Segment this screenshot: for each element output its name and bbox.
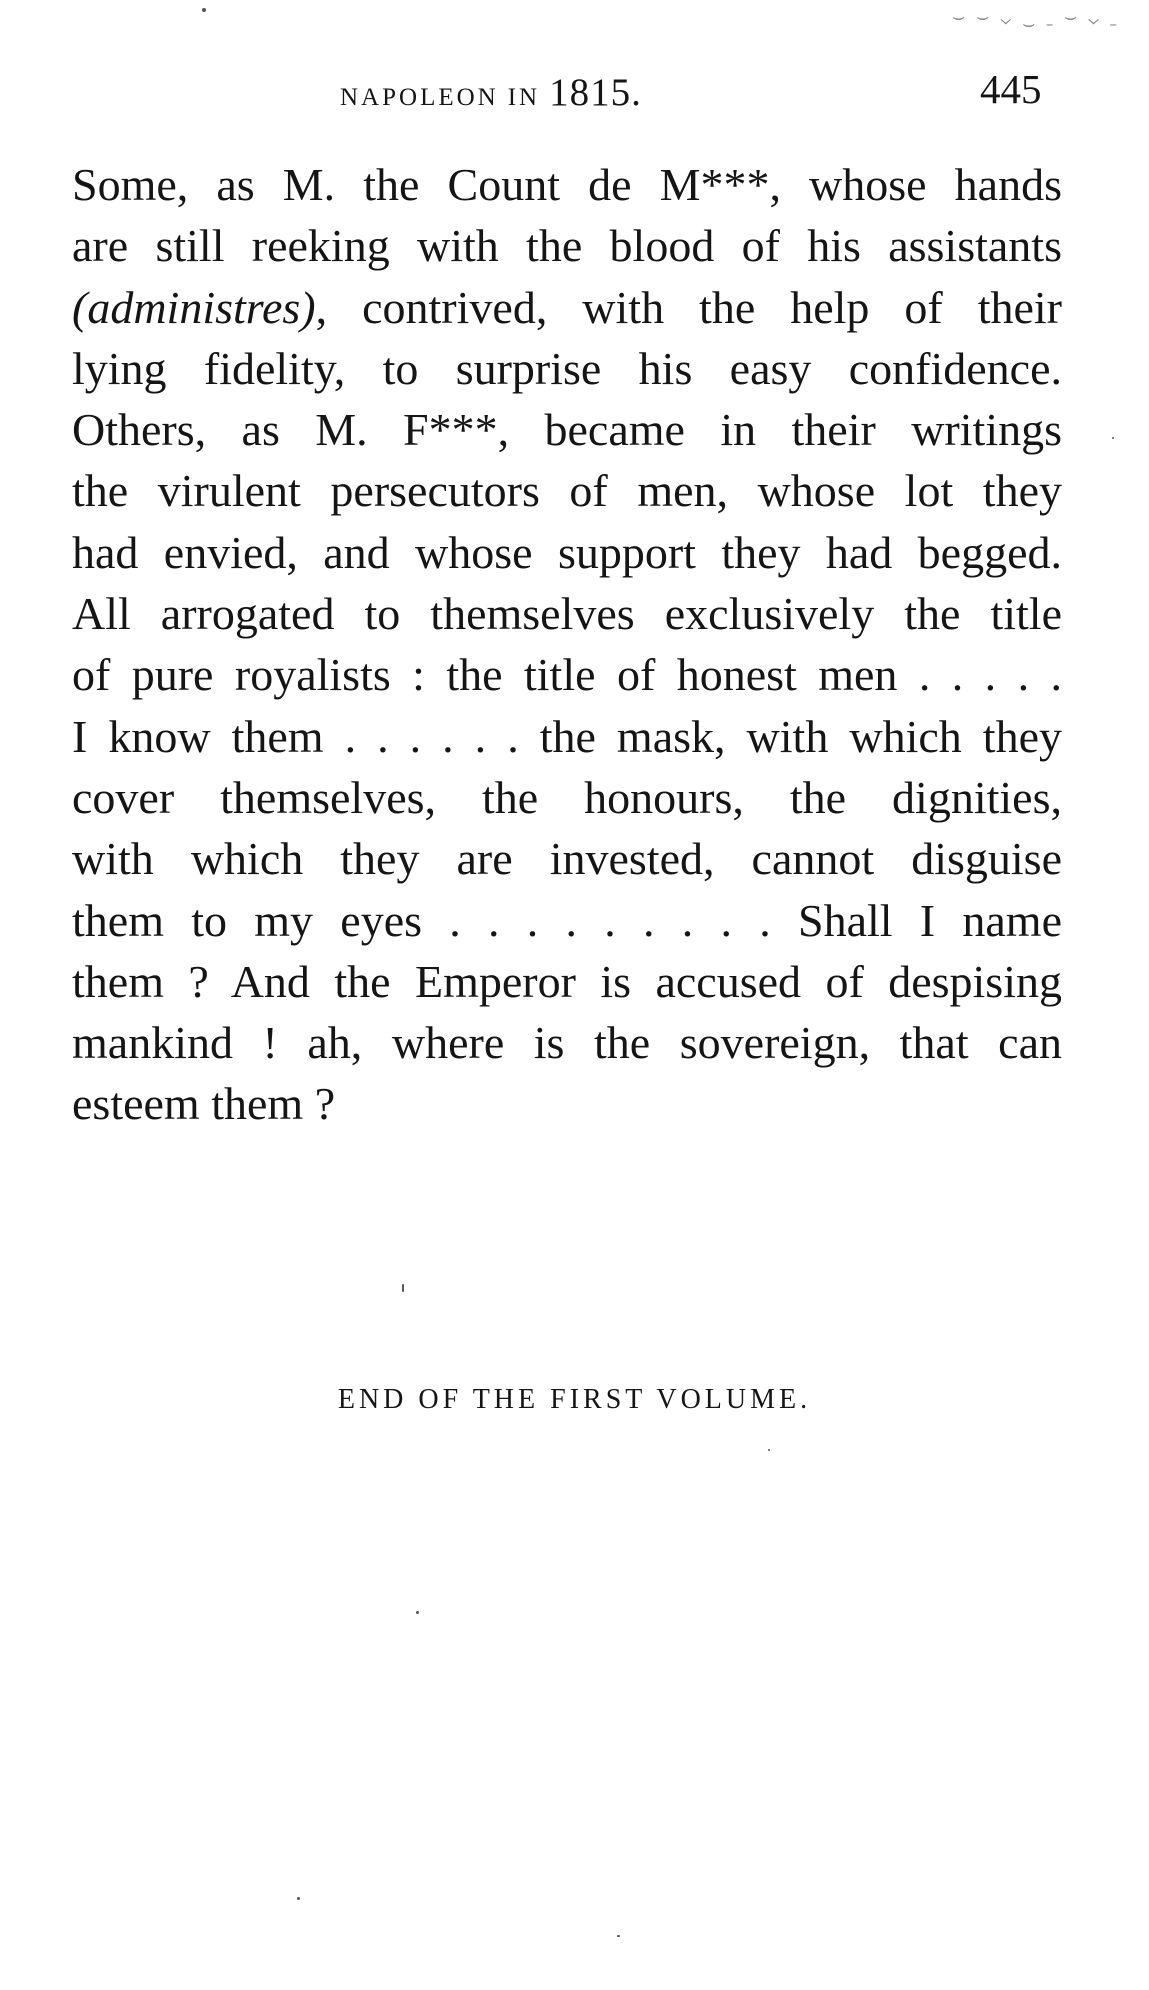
scan-speck bbox=[202, 8, 206, 12]
text-line: had envied, and whose support they had begged. bbox=[72, 526, 1062, 578]
text-line-with-italic bbox=[72, 277, 1062, 338]
text-line: mankind ! ah, where is the sovereign, that can bbox=[72, 1017, 1062, 1069]
text-line: Others, as M. F***, became in their writings bbox=[72, 404, 1062, 456]
text-line: them to my eyes . . . . . . . . . Shall I name bbox=[72, 894, 1062, 946]
text-line-last: esteem them ? bbox=[72, 1078, 336, 1130]
text-line: with which they are invested, cannot disguise bbox=[72, 833, 1062, 885]
scan-speck bbox=[768, 1449, 770, 1451]
text-line-rest: , contrived, with the help of their bbox=[315, 281, 1062, 333]
scan-speck bbox=[1112, 437, 1114, 439]
scan-speck bbox=[416, 1611, 419, 1614]
scan-speck bbox=[297, 1897, 300, 1900]
text-line: All arrogated to themselves exclusively the title bbox=[72, 588, 1062, 640]
scan-speck bbox=[617, 1935, 620, 1937]
running-title-in: IN bbox=[507, 84, 541, 111]
text-line: Some, as M. the Count de M***, whose hands bbox=[72, 159, 1062, 210]
text-line: the virulent persecutors of men, whose lot they bbox=[72, 465, 1062, 517]
text-line: of pure royalists : the title of honest men . . . . . bbox=[72, 649, 1062, 701]
text-line: cover themselves, the honours, the dignities, bbox=[72, 771, 1062, 823]
running-head bbox=[0, 60, 1149, 114]
scan-speck bbox=[402, 1284, 404, 1292]
running-title-year: 1815. bbox=[549, 71, 642, 114]
text-line: are still reeking with the blood of his assistants bbox=[72, 220, 1062, 272]
text-line: I know them . . . . . . the mask, with which they bbox=[72, 710, 1062, 762]
text-line: them ? And the Emperor is accused of despising bbox=[72, 955, 1062, 1007]
text-line: lying fidelity, to surprise his easy confidence. bbox=[72, 342, 1062, 394]
running-title-word: NAPOLEON bbox=[340, 84, 499, 111]
end-of-volume-note: END OF THE FIRST VOLUME. bbox=[337, 1384, 812, 1415]
running-title bbox=[340, 70, 642, 115]
page-number: 445 bbox=[980, 66, 1042, 112]
corner-scan-marks: ⌣ ⌣ ⌄ ‿ ˍ ⌣ ⌄ ˍ bbox=[952, 6, 1120, 28]
body-text bbox=[72, 154, 1062, 1135]
italic-term: (administres) bbox=[72, 281, 316, 333]
